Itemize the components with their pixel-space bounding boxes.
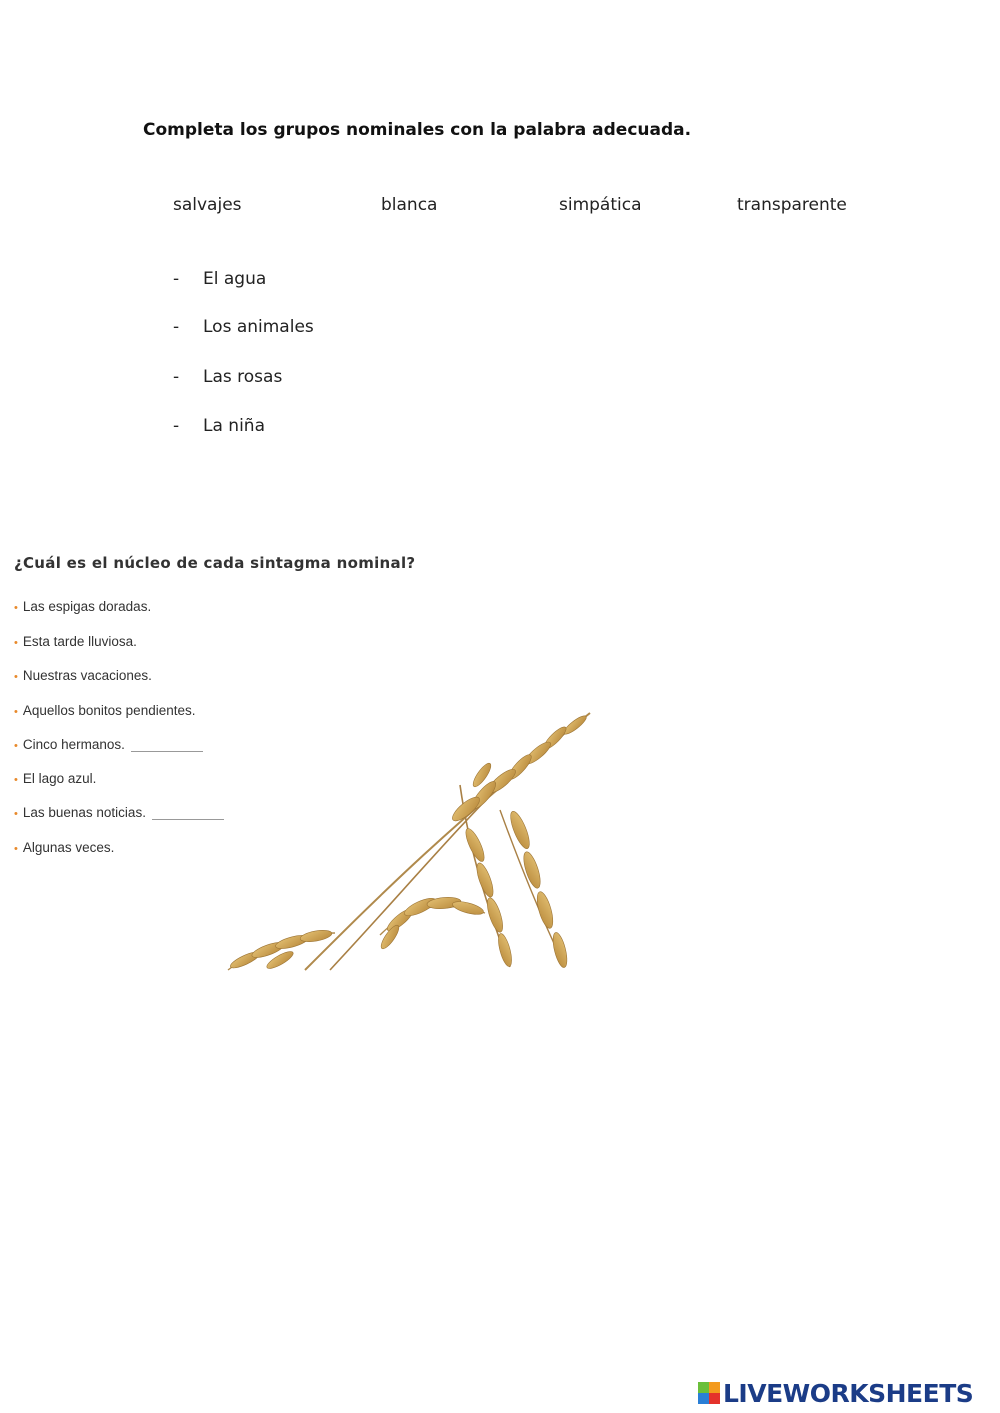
item-text: Las espigas doradas. bbox=[22, 599, 152, 614]
item-text: La niña bbox=[203, 416, 265, 436]
exercise1-title: Completa los grupos nominales con la palabra adecuada. bbox=[143, 120, 692, 140]
word-bank-blanca[interactable]: blanca bbox=[381, 195, 438, 215]
bullet-icon: • bbox=[14, 774, 18, 786]
bullet-icon: • bbox=[14, 740, 18, 752]
exercise1-item bbox=[173, 317, 314, 337]
icon-square-red bbox=[709, 1393, 720, 1404]
exercise2-item bbox=[14, 599, 151, 614]
liveworksheets-icon bbox=[698, 1382, 720, 1404]
bullet-icon: • bbox=[14, 637, 18, 649]
wheat-spikes-illustration bbox=[220, 705, 600, 975]
item-text: Algunas veces. bbox=[22, 840, 115, 855]
word-bank-simpatica[interactable]: simpática bbox=[559, 195, 642, 215]
brand-logo bbox=[698, 1378, 973, 1408]
exercise2-question: ¿Cuál es el núcleo de cada sintagma nominal? bbox=[14, 554, 416, 572]
icon-square-blue bbox=[698, 1393, 709, 1404]
exercise2-item bbox=[14, 840, 114, 855]
list-dash: - bbox=[173, 367, 180, 387]
exercise2-item bbox=[14, 805, 224, 820]
exercise2-item bbox=[14, 771, 96, 786]
exercise2-item bbox=[14, 634, 137, 649]
item-text: Las buenas noticias. bbox=[22, 805, 146, 820]
bullet-icon: • bbox=[14, 706, 18, 718]
item-text: Los animales bbox=[203, 317, 314, 337]
bullet-icon: • bbox=[14, 671, 18, 683]
icon-square-orange bbox=[709, 1382, 720, 1393]
exercise1-item bbox=[173, 367, 282, 387]
bullet-icon: • bbox=[14, 602, 18, 614]
brand-name: LIVEWORKSHEETS bbox=[723, 1378, 974, 1408]
list-dash: - bbox=[173, 416, 180, 436]
item-text: El agua bbox=[203, 269, 267, 289]
answer-blank[interactable] bbox=[131, 750, 203, 752]
item-text: Esta tarde lluviosa. bbox=[22, 634, 137, 649]
item-text: Las rosas bbox=[203, 367, 283, 387]
exercise1-item bbox=[173, 269, 266, 289]
exercise1-item bbox=[173, 416, 265, 436]
item-text: Aquellos bonitos pendientes. bbox=[22, 703, 196, 718]
answer-blank[interactable] bbox=[152, 818, 224, 820]
bullet-icon: • bbox=[14, 808, 18, 820]
bullet-icon: • bbox=[14, 843, 18, 855]
icon-square-green bbox=[698, 1382, 709, 1393]
word-bank-transparente[interactable]: transparente bbox=[737, 195, 847, 215]
exercise2-item bbox=[14, 737, 203, 752]
list-dash: - bbox=[173, 317, 180, 337]
list-dash: - bbox=[173, 269, 180, 289]
exercise2-item bbox=[14, 668, 152, 683]
item-text: El lago azul. bbox=[22, 771, 97, 786]
item-text: Nuestras vacaciones. bbox=[22, 668, 152, 683]
word-bank-salvajes[interactable]: salvajes bbox=[173, 195, 242, 215]
item-text: Cinco hermanos. bbox=[22, 737, 125, 752]
exercise2-item bbox=[14, 703, 196, 718]
